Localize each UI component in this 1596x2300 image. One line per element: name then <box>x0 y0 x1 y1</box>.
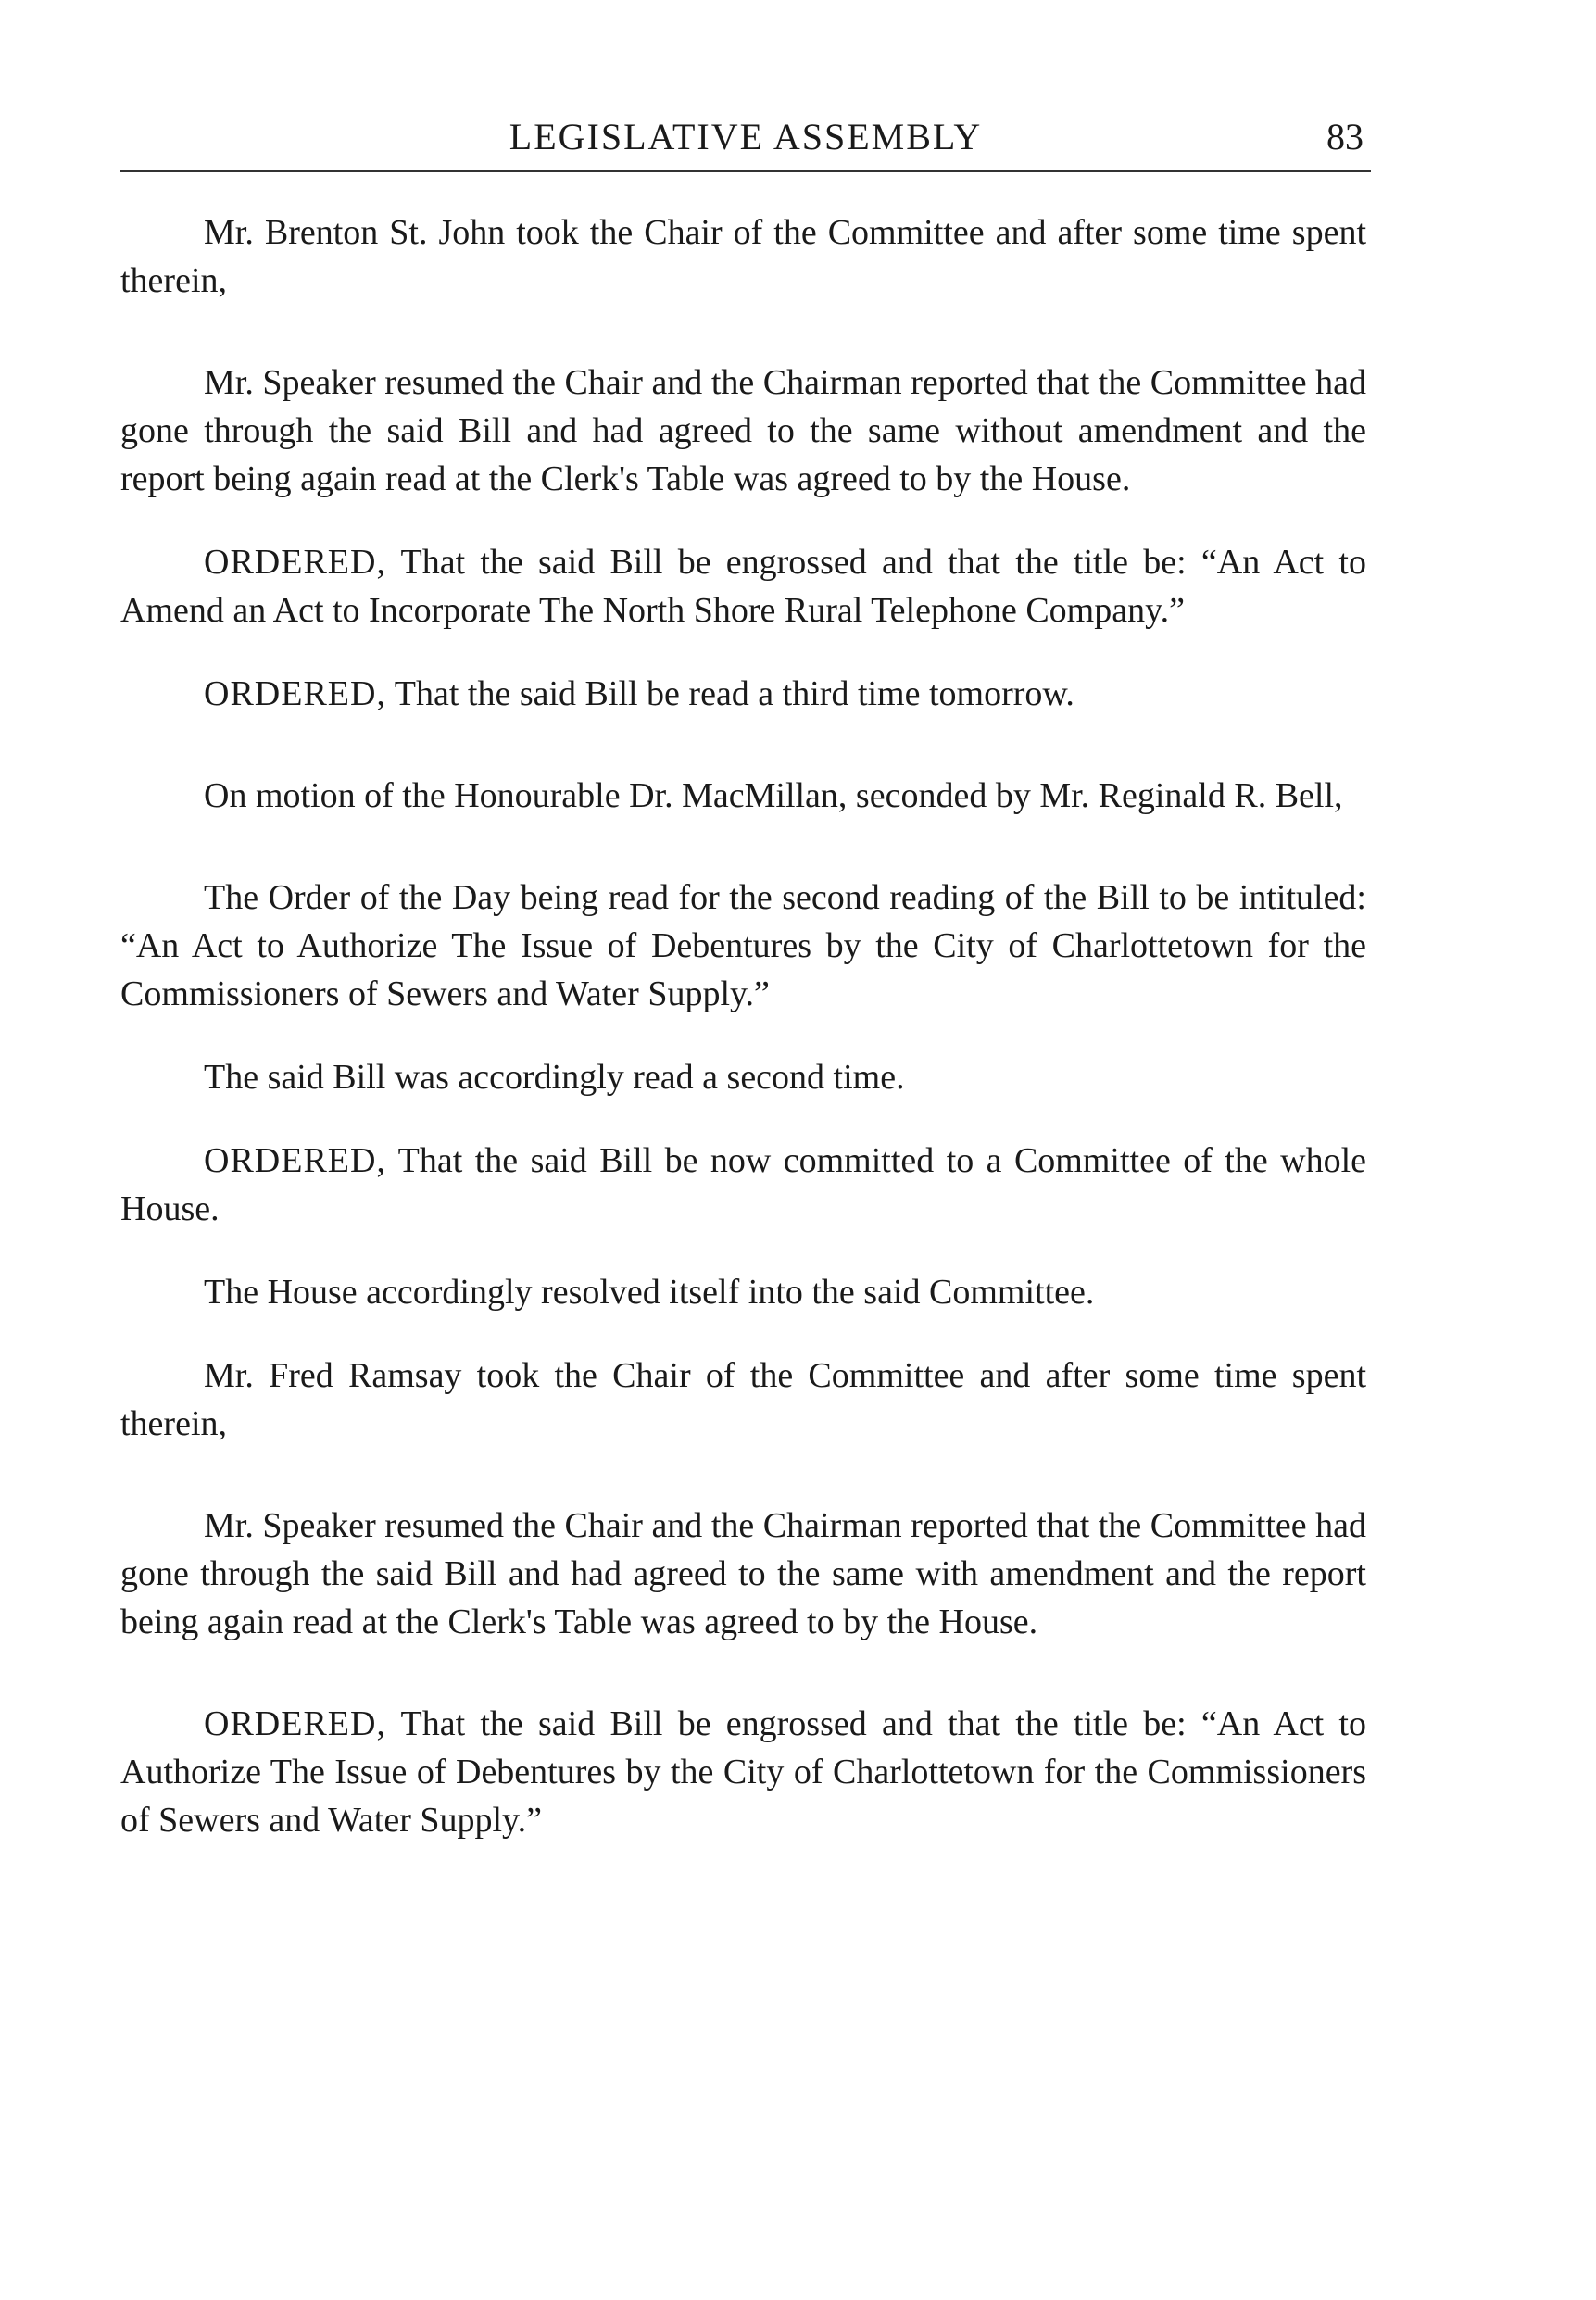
paragraph-ordered-committed <box>120 1137 1366 1233</box>
paragraph-text: That the said Bill be engrossed and that the title be: “An Act to Amend an Act to Incorporate The North Shore Rural Telephone Company.” <box>120 543 1366 630</box>
paragraph-text: Mr. Brenton St. John took the Chair of the Committee and after some time spent therein, <box>120 213 1366 300</box>
ordered-label: ORDERED, <box>204 674 386 713</box>
page-header <box>120 113 1371 169</box>
paragraph-speaker-resumed <box>120 358 1366 503</box>
paragraph-text: Mr. Speaker resumed the Chair and the Chairman reported that the Committee had gone through the said Bill and had agreed to the same without amendment and the report being again read at the Clerk's Table was agreed to by the House. <box>120 363 1366 498</box>
paragraph-second-reading <box>120 1053 1366 1101</box>
paragraph-text: That the said Bill be now committed to a Committee of the whole House. <box>120 1141 1366 1228</box>
paragraph-ordered-third-reading <box>120 670 1366 718</box>
paragraph-text: The said Bill was accordingly read a second time. <box>204 1058 905 1097</box>
paragraph-text: Mr. Fred Ramsay took the Chair of the Committee and after some time spent therein, <box>120 1356 1366 1443</box>
ordered-label: ORDERED, <box>204 543 386 582</box>
paragraph-text: The Order of the Day being read for the second reading of the Bill to be intituled: “An Act to Authorize The Issue of Debentures by the City of Charlottetown for the Commissioners of Sewers and Water Supply.” <box>120 878 1366 1013</box>
paragraph-chair-taken <box>120 208 1366 305</box>
running-title: LEGISLATIVE ASSEMBLY <box>509 116 983 157</box>
paragraph-motion <box>120 772 1366 820</box>
ordered-label: ORDERED, <box>204 1141 386 1180</box>
header-rule <box>120 170 1371 172</box>
paragraph-text: The House accordingly resolved itself into the said Committee. <box>204 1273 1095 1312</box>
paragraph-text: That the said Bill be read a third time tomorrow. <box>385 674 1074 713</box>
paragraph-text: On motion of the Honourable Dr. MacMillan, seconded by Mr. Reginald R. Bell, <box>204 776 1343 815</box>
paragraph-text: That the said Bill be engrossed and that the title be: “An Act to Authorize The Issue of Debentures by the City of Charlottetown for the Commissioners of Sewers and Water Supply.” <box>120 1704 1366 1840</box>
page-number: 83 <box>1326 116 1364 157</box>
paragraph-ordered-engrossed-2 <box>120 1700 1366 1844</box>
paragraph-order-of-day <box>120 873 1366 1018</box>
paragraph-chair-taken-2 <box>120 1351 1366 1448</box>
paragraph-text: Mr. Speaker resumed the Chair and the Chairman reported that the Committee had gone through the said Bill and had agreed to the same with amendment and the report being again read at the Clerk's Table was agreed to by the House. <box>120 1506 1366 1641</box>
ordered-label: ORDERED, <box>204 1704 386 1743</box>
paragraph-house-resolved <box>120 1268 1366 1316</box>
paragraph-speaker-resumed-2 <box>120 1502 1366 1646</box>
body-text <box>120 208 1366 1879</box>
paragraph-ordered-engrossed <box>120 538 1366 635</box>
